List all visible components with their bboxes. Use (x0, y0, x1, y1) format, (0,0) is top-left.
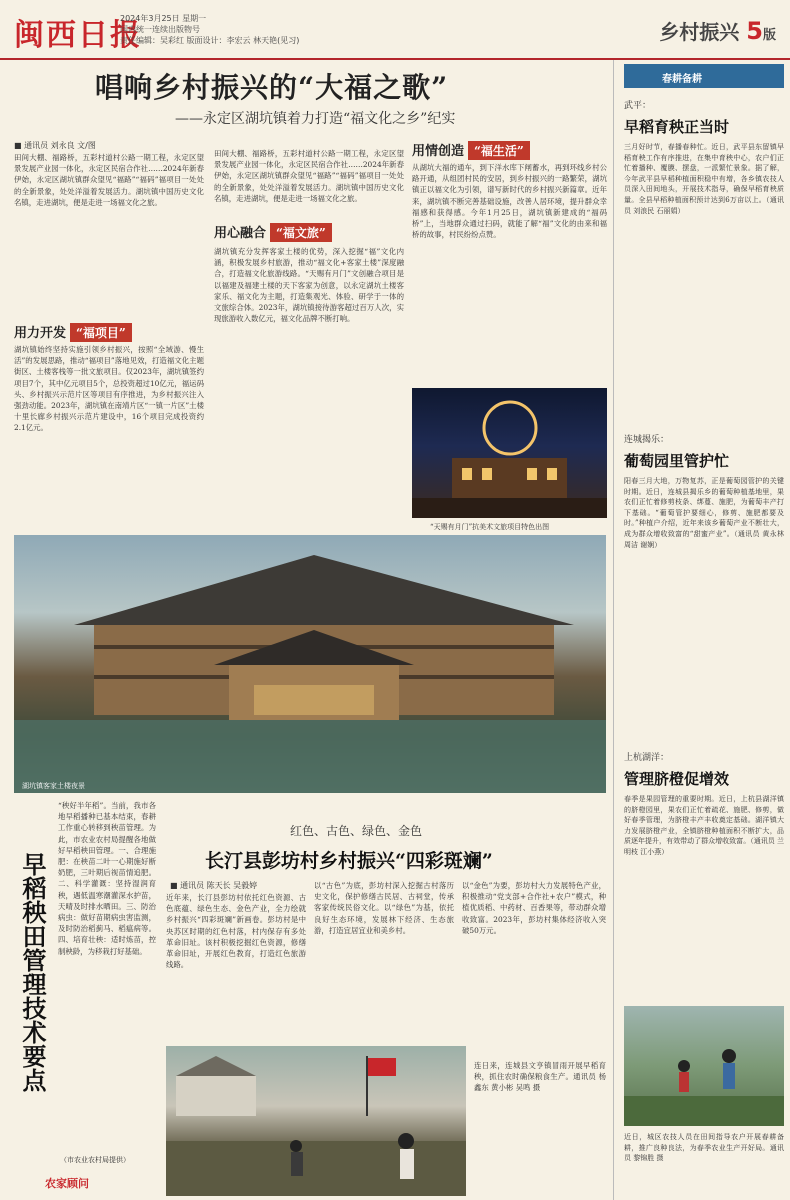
section-suffix: 版 (762, 28, 776, 43)
newspaper-logo: 闽西日报 (14, 18, 142, 53)
main-intro: 田间大棚、福路桥，五彩村道村公路一期工程，永定区望景发展产业园一体化，永定区民宿合作社……2024年新春伊始，永定区湖坑镇群众望见“福路”“福码”福项目一处处的全新景象，处处洋溢着发展活力。湖坑镇中国历史文化名镇，走进湖坑，便是走进一场福文化之旅。 (14, 153, 204, 207)
subhead-2 (214, 222, 332, 242)
main-col-2: 湖坑镇充分发挥客家土楼的优势，深入挖掘“福”文化内涵，积极发展乡村旅游，推动“福文化+客家土楼”深度融合，打造福文化旅游线路。“天赐有月门”文创融合项目是以福建及福建土楼的天下客家为创意，以永定湖坑土楼客家乐、福文化为主题，打造集观光、体验、研学于一体的文旅综合体。2023年，湖坑镇接待游客超过百万人次，实现旅游收入数亿元，福文化品牌不断打响。 (214, 247, 404, 324)
lower-col-1: 近年来，长汀县彭坊村依托红色资源、古色底蕴、绿色生态、金色产业，全力绘就乡村振兴“四彩斑斓”新画卷。彭坊村是中央苏区时期的红色村落，村内保存有多处革命旧址。该村积极挖掘红色资源，修缮革命旧址，开展红色教育，打造红色旅游线路。 (166, 893, 306, 970)
editors-line: 责任编辑：吴彩红 版面设计：李宏云 林天艳(见习) (120, 36, 300, 45)
issue-date: 2024年3月25日 星期一 (120, 14, 207, 23)
sidebar-item-3-title: 管理脐橙促增效 (624, 770, 730, 788)
subhead-2-label: 用心融合 (214, 226, 267, 241)
main-subtitle: ——永定区湖坑镇着力打造“福文化之乡”纪实 (175, 111, 456, 127)
lower-byline: ■ 通讯员 陈天长 吴毅婷 (170, 881, 258, 890)
section-label: 乡村振兴 (659, 20, 740, 44)
night-scene-photo (412, 388, 607, 518)
main-col-2a: 田间大棚、福路桥，五彩村道村公路一期工程，永定区望景发展产业园一体化，永定区民宿合作社……2024年新春伊始，永定区湖坑镇群众望见“福路”“福码”福项目一处处的全新景象，处处洋溢着发展活力。湖坑镇中国历史文化名镇，走进湖坑，便是走进一场福文化之旅。 (214, 149, 404, 203)
sidebar-item-1-text: 三月好时节，春播春种忙。近日，武平县东留镇早稻育秧工作有序推进，在集中育秧中心，农户们正忙着播种、覆膜、摆盘，一派繁忙景象。据了解，今年武平县早稻种植面积稳中有增，各乡镇农技人员深入田间地头，开展技术指导，确保早稻育秧质量。全县早稻种植面积预计达到6万亩以上。（通讯员 刘浪民 石丽娟） (624, 143, 784, 215)
main-col-1: 湖坑镇始终坚持实施引领乡村振兴，按照“全域游、慢生活”的发展思路，推动“福项目”落地见效，打造福文化主题街区、土楼客栈等一批文旅项目。仅2023年，湖坑镇签约项目7个，其中亿元项目5个，总投资超过10亿元，福运码头、乡村振兴示范片区等项目有序推进，为乡村振兴注入强劲动能。2023年，湖坑镇在南靖片区“一镇一片区”土楼十里长廊乡村振兴示范片建设中，16个项目完成投资约2.1亿元。 (14, 345, 204, 433)
subhead-1-highlight: “福项目” (70, 323, 132, 342)
sidebar-item-2-tag: 连城揭乐： (624, 435, 670, 445)
tulou-photo (14, 535, 606, 793)
sidebar-banner: 春耕备耕 (624, 64, 784, 88)
subhead-1 (14, 322, 132, 342)
masthead-meta (120, 13, 299, 46)
main-byline: ■ 通讯员 刘永良 文/图 (14, 141, 96, 150)
main-col-3: 从湖坑大福的通车，到下洋水库下闸蓄水，再到环线乡村公路开通，从组团村民的安居，到乡村振兴的一路繁荣，湖坑镇正以福文化为引领，谱写新时代的乡村振兴新篇章。近年来，湖坑镇不断完善基础设施，改善人居环境，提升群众幸福感和获得感。今年1月25日，湖坑镇新建成的“福码桥”上，当地群众通过扫码，就能了解“福”文化的由来和福桥的故事，村民纷纷点赞。 (412, 163, 607, 240)
subhead-3 (412, 140, 530, 160)
subhead-3-highlight: “福生活” (468, 141, 530, 160)
lower-headline: 长汀县彭坊村乡村振兴“四彩斑斓” (205, 850, 493, 872)
sidebar-item-1-title: 早稻育秧正当时 (624, 118, 730, 136)
section-number: 5 (746, 17, 763, 45)
subhead-2-highlight: “福文旅” (270, 223, 332, 242)
issue-number: 国内统一连续出版物号 (120, 25, 200, 34)
sidebar-item-3-text: 春季是果园管理的重要时期。近日，上杭县湖洋镇的脐橙园里，果农们正忙着疏花、施肥、修剪，做好春季管理，为脐橙丰产丰收奠定基础。湖洋镇大力发展脐橙产业，全镇脐橙种植面积不断扩大，品质逐年提升，有效带动了群众增收致富。（通讯员 兰明枝 江小燕） (624, 795, 784, 856)
sidebar-item-1-tag: 武平： (624, 101, 652, 111)
left-feature-text: “秧好半年稻”。当前，我市各地早稻播种已基本结束，春耕工作重心转移到秧苗管理。为此，市农业农村局提醒各地做好早稻秧田管理。一、合理施肥：在秧苗二叶一心期施好断奶肥，三叶期后视苗情追肥。二、科学灌溉：坚持湿润育秧，遇低温寒潮灌深水护苗，天晴及时排水晒田。三、防治病虫：做好苗期病虫害监测，及时防治稻蓟马、稻瘟病等。四、培育壮秧：适时炼苗，控制秧龄，为移栽打好基础。 (58, 801, 156, 956)
farm-photo (166, 1046, 466, 1196)
section-title (659, 16, 776, 45)
subhead-1-label: 用力开发 (14, 326, 67, 341)
sidebar-photo (624, 1006, 784, 1126)
tulou-graphic (14, 535, 606, 793)
sidebar-bottom-caption: 近日，城区农技人员在田间指导农户开展春耕备耕，推广良种良法，为春季农业生产开好局。通讯员 黎锦胜 摄 (624, 1133, 784, 1163)
photo-2-caption: 湖坑镇客家土楼夜景 (22, 782, 85, 790)
lower-col-3: 以“金色”为要，彭坊村大力发展特色产业，积极推动“党支部+合作社+农户”模式，种植优质稻、中药材、百香果等，带动群众增收致富。2023年，彭坊村集体经济收入突破50万元。 (462, 881, 606, 935)
sidebar-item-2-title: 葡萄园里管护忙 (624, 452, 730, 470)
lower-pre-headline: 红色、古色、绿色、金色 (290, 824, 423, 838)
masthead (0, 0, 790, 60)
subhead-3-label: 用情创造 (412, 144, 465, 159)
left-feature-source: （市农业农村局提供） (60, 1156, 130, 1164)
sidebar-item-2-text: 阳春三月大地，万物复苏，正是葡萄园管护的关键时期。近日，连城县揭乐乡的葡萄种植基地里，果农们正忙着修剪枝条、绑蔓、施肥，为葡萄丰产打下基础。“葡萄管护要细心，修剪、施肥都要及时。”种植户介绍，近年来该乡葡萄产业不断壮大，成为群众增收致富的“甜蜜产业”。（通讯员 黄永林 周洁 谢娴） (624, 477, 784, 549)
sidebar-item-3-tag: 上杭湖洋： (624, 753, 670, 763)
lower-col-2: 以“古色”为底，彭坊村深入挖掘古村落历史文化，保护修缮古民居、古祠堂，传承客家传统民俗文化。以“绿色”为基，依托良好生态环境，发展林下经济、生态旅游，打造宜居宜业和美乡村。 (314, 881, 454, 935)
left-feature-title: 早稻秧田管理技术要点 (18, 852, 47, 1092)
photo-1-caption: “天赐有月门”抗美术文旅项目特色出图 (430, 523, 550, 531)
sidebar (613, 60, 790, 1200)
night-scene-graphic (412, 388, 607, 518)
left-feature-corner: 农家顾问 (45, 1177, 89, 1190)
farm-graphic (166, 1046, 466, 1196)
sidebar-photo-graphic (624, 1006, 784, 1126)
main-headline: 唱响乡村振兴的“大福之歌” (95, 71, 449, 104)
lower-photo-caption: 连日来，连城县文亨镇冒雨开展早稻育秧，抓住农时确保粮食生产。通讯员 杨鑫东 黄小彬 吴鸣 摄 (474, 1061, 606, 1093)
